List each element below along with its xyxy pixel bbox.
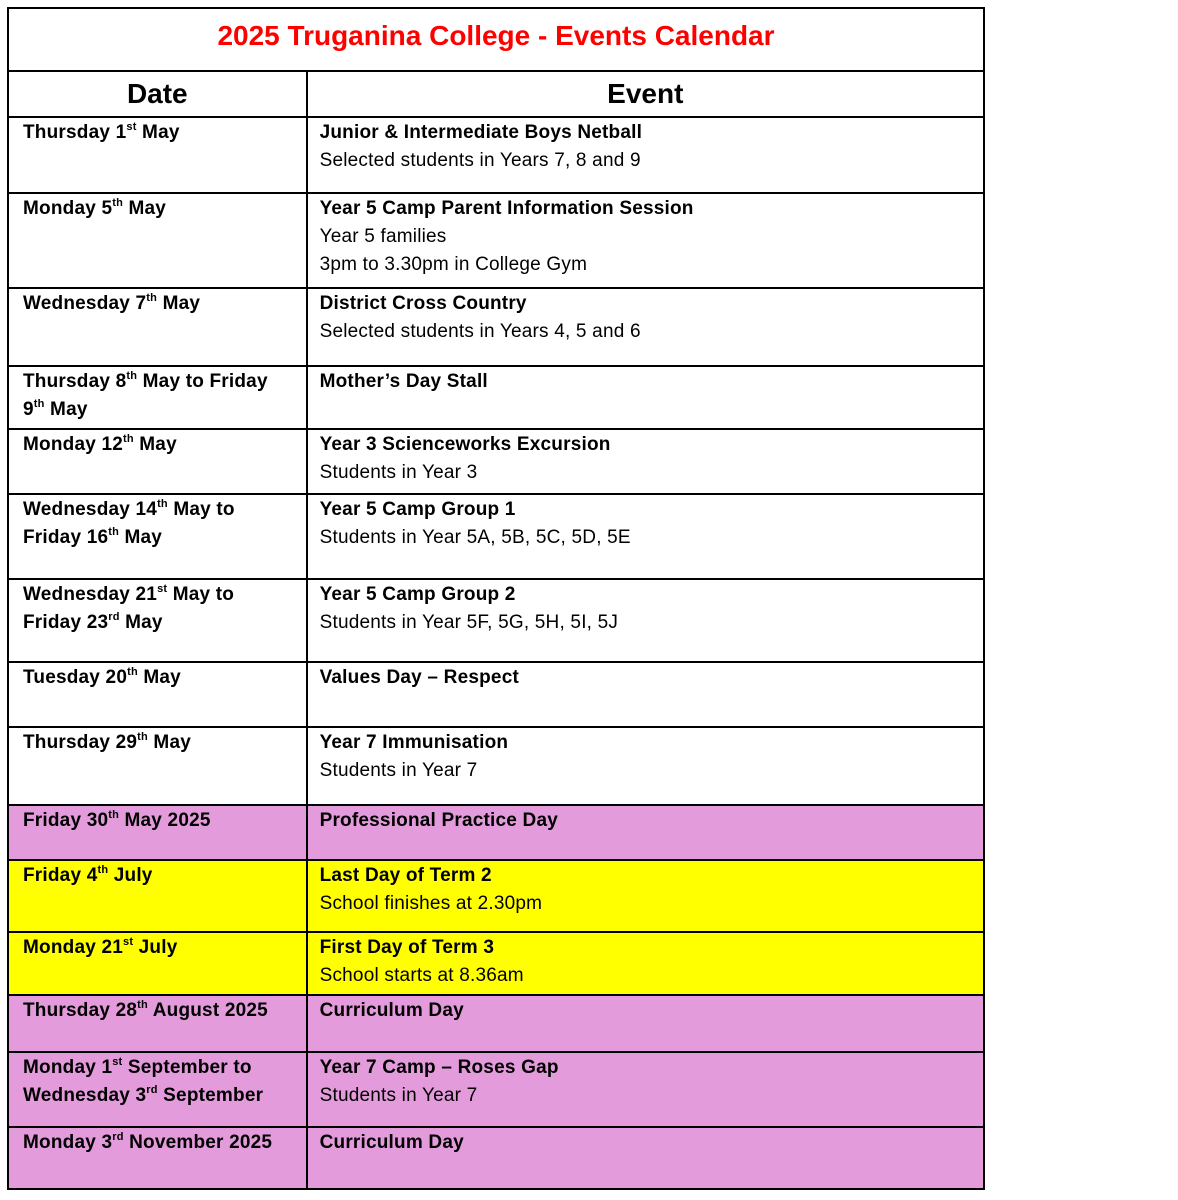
event-date: Monday 5th May <box>23 196 167 219</box>
event-detail: School starts at 8.36am <box>319 965 524 986</box>
event-cell <box>307 805 984 860</box>
table-row <box>8 117 984 193</box>
title-row <box>8 8 984 71</box>
event-detail: Students in Year 3 <box>319 462 478 483</box>
date-cell <box>8 193 307 288</box>
event-date: Tuesday 20th May <box>23 665 181 688</box>
event-title: Year 5 Camp Group 1 <box>319 499 516 520</box>
header-row <box>8 71 984 117</box>
date-ordinal-suffix: st <box>123 935 134 948</box>
event-date: Thursday 8th May to Friday 9th May <box>23 369 268 420</box>
event-column-header: Event <box>307 71 984 117</box>
table-row <box>8 193 984 288</box>
date-ordinal-suffix: th <box>108 525 120 538</box>
event-cell <box>307 429 984 494</box>
date-ordinal-suffix: th <box>33 397 45 410</box>
event-cell <box>307 995 984 1052</box>
date-ordinal-suffix: rd <box>112 1130 124 1143</box>
date-ordinal-suffix: th <box>127 665 138 678</box>
table-row <box>8 429 984 494</box>
event-cell <box>307 860 984 932</box>
event-title: Junior & Intermediate Boys Netball <box>319 122 643 143</box>
date-cell <box>8 662 307 727</box>
event-cell <box>307 366 984 429</box>
event-cell <box>307 193 984 288</box>
date-ordinal-suffix: th <box>137 730 148 743</box>
event-title: District Cross Country <box>319 293 527 314</box>
date-ordinal-suffix: th <box>108 808 120 821</box>
date-cell <box>8 579 307 662</box>
date-ordinal-suffix: th <box>126 369 138 382</box>
event-date: Friday 4th July <box>23 863 153 886</box>
event-title: Year 5 Camp Parent Information Session <box>319 198 694 219</box>
table-row <box>8 727 984 805</box>
date-cell <box>8 805 307 860</box>
event-date: Wednesday 7th May <box>23 291 201 314</box>
date-cell <box>8 932 307 995</box>
event-detail: Students in Year 5A, 5B, 5C, 5D, 5E <box>319 527 631 548</box>
event-title: Year 7 Immunisation <box>319 732 509 753</box>
calendar-title: 2025 Truganina College - Events Calendar <box>217 20 775 51</box>
event-cell <box>307 579 984 662</box>
date-cell <box>8 117 307 193</box>
event-date: Monday 21st July <box>23 935 178 958</box>
date-cell <box>8 288 307 366</box>
event-date: Thursday 29th May <box>23 730 191 753</box>
table-row <box>8 662 984 727</box>
date-ordinal-suffix: th <box>97 863 109 876</box>
table-row <box>8 1127 984 1189</box>
event-detail: Selected students in Years 7, 8 and 9 <box>319 150 641 171</box>
date-cell <box>8 366 307 429</box>
event-cell <box>307 117 984 193</box>
event-title: Mother’s Day Stall <box>319 371 488 392</box>
event-cell <box>307 932 984 995</box>
table-row <box>8 579 984 662</box>
date-ordinal-suffix: th <box>123 432 134 445</box>
event-detail: Students in Year 7 <box>319 1085 478 1106</box>
event-date: Thursday 1st May <box>23 120 180 143</box>
date-ordinal-suffix: rd <box>146 1083 158 1096</box>
date-ordinal-suffix: th <box>157 497 168 510</box>
table-row <box>8 366 984 429</box>
date-cell <box>8 1127 307 1189</box>
date-ordinal-suffix: st <box>126 120 137 133</box>
event-detail: Students in Year 5F, 5G, 5H, 5I, 5J <box>319 612 619 633</box>
event-date: Wednesday 14th May to Friday 16th May <box>23 497 235 548</box>
event-title: Professional Practice Day <box>319 810 558 831</box>
event-detail: School finishes at 2.30pm <box>319 893 543 914</box>
table-row <box>8 805 984 860</box>
event-title: Curriculum Day <box>319 1132 464 1153</box>
date-ordinal-suffix: st <box>112 1055 123 1068</box>
date-cell <box>8 429 307 494</box>
date-cell <box>8 1052 307 1127</box>
date-cell <box>8 727 307 805</box>
event-title: First Day of Term 3 <box>319 937 495 958</box>
title-cell <box>8 8 984 71</box>
table-row <box>8 932 984 995</box>
event-detail: Students in Year 7 <box>319 760 478 781</box>
event-detail: Year 5 families <box>319 226 447 247</box>
event-title: Last Day of Term 2 <box>319 865 492 886</box>
event-detail: 3pm to 3.30pm in College Gym <box>319 254 588 275</box>
date-cell <box>8 995 307 1052</box>
table-row <box>8 494 984 579</box>
event-title: Year 7 Camp – Roses Gap <box>319 1057 559 1078</box>
event-detail: Selected students in Years 4, 5 and 6 <box>319 321 641 342</box>
event-cell <box>307 1052 984 1127</box>
table-row <box>8 860 984 932</box>
table-row <box>8 288 984 366</box>
table-row <box>8 995 984 1052</box>
date-ordinal-suffix: rd <box>108 610 120 623</box>
event-cell <box>307 727 984 805</box>
date-cell <box>8 860 307 932</box>
event-title: Values Day – Respect <box>319 667 519 688</box>
event-cell <box>307 288 984 366</box>
event-title: Year 3 Scienceworks Excursion <box>319 434 611 455</box>
date-ordinal-suffix: st <box>157 582 168 595</box>
table-row <box>8 1052 984 1127</box>
event-date: Monday 12th May <box>23 432 177 455</box>
event-cell <box>307 662 984 727</box>
event-title: Curriculum Day <box>319 1000 464 1021</box>
event-cell <box>307 1127 984 1189</box>
event-date: Thursday 28th August 2025 <box>23 998 268 1021</box>
event-date: Monday 1st September to Wednesday 3rd September <box>23 1055 264 1106</box>
events-calendar-table <box>7 7 985 1190</box>
date-column-header: Date <box>8 71 307 117</box>
date-ordinal-suffix: th <box>146 291 158 304</box>
event-date: Friday 30th May 2025 <box>23 808 211 831</box>
date-cell <box>8 494 307 579</box>
date-ordinal-suffix: th <box>112 196 124 209</box>
event-date: Monday 3rd November 2025 <box>23 1130 273 1153</box>
date-ordinal-suffix: th <box>137 998 148 1011</box>
event-title: Year 5 Camp Group 2 <box>319 584 516 605</box>
event-date: Wednesday 21st May to Friday 23rd May <box>23 582 235 633</box>
event-cell <box>307 494 984 579</box>
